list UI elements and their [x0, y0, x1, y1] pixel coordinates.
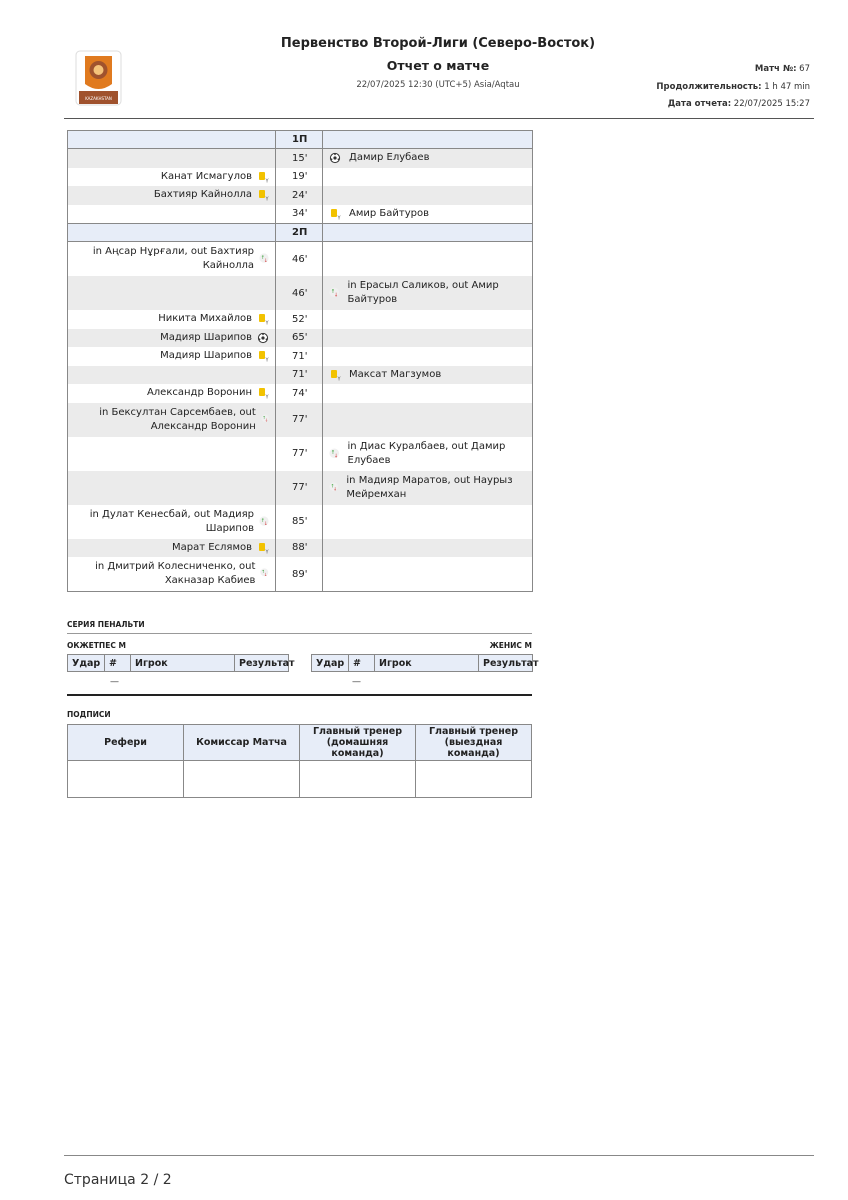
event-home-cell — [68, 242, 276, 277]
pen-col-shot: Удар — [68, 655, 105, 672]
yellow-card-icon — [329, 369, 341, 381]
event-minute: 85' — [276, 505, 323, 539]
home-penalties-table — [67, 654, 295, 672]
event-row — [68, 384, 533, 403]
goal-icon — [257, 332, 269, 344]
away-penalties-table — [311, 654, 539, 672]
period-label: 2П — [276, 224, 323, 242]
home-team-label: ОКЖЕТПЕС М — [67, 641, 126, 650]
event-minute: 19' — [276, 168, 323, 187]
event-home-text: in Бексултан Сарсембаев, out Александр Воронин — [99, 406, 256, 432]
substitution-icon — [261, 414, 269, 426]
svg-text:↑: ↑ — [330, 449, 336, 456]
event-minute: 88' — [276, 539, 323, 558]
report-date — [668, 99, 810, 109]
event-away-cell — [323, 329, 533, 348]
svg-text:Y: Y — [265, 394, 269, 401]
event-away-cell — [323, 310, 533, 329]
event-away-cell — [323, 557, 533, 592]
event-home-cell — [68, 403, 276, 437]
event-minute: 46' — [276, 276, 323, 310]
event-minute: 71' — [276, 366, 323, 385]
event-row — [68, 242, 533, 277]
substitution-icon — [259, 253, 269, 265]
svg-text:Y: Y — [265, 549, 269, 556]
event-row — [68, 276, 533, 310]
event-home-cell — [68, 205, 276, 224]
substitution-icon — [329, 448, 340, 460]
event-home-text: Бахтияр Кайнолла — [153, 189, 252, 201]
sign-cell-home-coach[interactable] — [300, 761, 416, 798]
event-row — [68, 347, 533, 366]
event-row — [68, 310, 533, 329]
match-number-value: 67 — [799, 64, 810, 74]
event-home-cell — [68, 347, 276, 366]
event-home-cell — [68, 539, 276, 558]
penalties-divider — [67, 633, 532, 634]
yellow-card-icon — [329, 208, 341, 220]
event-minute: 24' — [276, 186, 323, 205]
signatures-section-label: ПОДПИСИ — [67, 710, 111, 719]
sign-cell-away-coach[interactable] — [416, 761, 532, 798]
event-minute: 74' — [276, 384, 323, 403]
event-away-cell — [323, 384, 533, 403]
event-home-cell — [68, 310, 276, 329]
sign-col-commissioner: Комиссар Матча — [184, 725, 300, 761]
pen-col-shot: Удар — [312, 655, 349, 672]
event-row — [68, 149, 533, 168]
event-away-cell — [323, 276, 533, 310]
duration-label: Продолжительность: — [656, 82, 762, 92]
event-home-cell — [68, 149, 276, 168]
yellow-card-icon — [257, 542, 269, 554]
svg-text:Y: Y — [265, 320, 269, 327]
svg-text:↓: ↓ — [333, 487, 338, 493]
event-home-text: in Дмитрий Колесниченко, out Хакназар Кабиев — [95, 561, 256, 586]
svg-text:↓: ↓ — [264, 417, 268, 423]
event-minute: 34' — [276, 205, 323, 224]
signatures-table — [67, 724, 532, 798]
svg-text:Y: Y — [265, 178, 269, 185]
event-row — [68, 186, 533, 205]
event-minute: 65' — [276, 329, 323, 348]
league-title: Первенство Второй-Лиги (Северо-Восток) — [280, 36, 596, 51]
yellow-card-icon — [257, 350, 269, 362]
yellow-card-icon — [257, 171, 269, 183]
event-home-cell — [68, 384, 276, 403]
period-home-cell — [68, 224, 276, 242]
event-away-cell — [323, 205, 533, 224]
event-home-text: Марат Еслямов — [171, 541, 252, 553]
event-home-text: in Дулат Кенесбай, out Мадияр Шарипов — [89, 508, 254, 534]
page-number: Страница 2 / 2 — [64, 1172, 172, 1188]
substitution-icon — [260, 568, 269, 580]
report-date-label: Дата отчета: — [667, 99, 732, 109]
substitution-icon — [329, 482, 338, 494]
event-minute: 77' — [276, 471, 323, 505]
event-row — [68, 505, 533, 539]
svg-text:↑: ↑ — [262, 415, 266, 421]
event-home-cell — [68, 168, 276, 187]
svg-text:Y: Y — [265, 196, 269, 203]
substitution-icon — [259, 516, 269, 528]
events-table — [67, 130, 533, 592]
event-away-text: Дамир Елубаев — [349, 152, 430, 164]
svg-text:Y: Y — [265, 357, 269, 364]
goal-icon — [329, 152, 341, 164]
period-home-cell — [68, 131, 276, 149]
event-home-cell — [68, 186, 276, 205]
event-away-cell — [323, 471, 533, 505]
svg-text:↑: ↑ — [260, 517, 265, 524]
report-date-value: 22/07/2025 15:27 — [733, 99, 810, 109]
sign-col-referee: Рефери — [68, 725, 184, 761]
event-home-cell — [68, 557, 276, 592]
match-number-label: Матч №: — [754, 64, 797, 74]
event-home-cell — [68, 366, 276, 385]
period-header-row — [68, 131, 533, 149]
away-team-label: ЖЕНИС М — [489, 641, 532, 650]
event-row — [68, 366, 533, 385]
sign-col-home-coach: Главный тренер (домашняя команда) — [300, 725, 416, 761]
event-away-text: in Ерасыл Саликов, out Амир Байтуров — [347, 280, 499, 305]
event-away-cell — [323, 347, 533, 366]
event-minute: 71' — [276, 347, 323, 366]
event-row — [68, 205, 533, 224]
period-away-cell — [323, 224, 533, 242]
event-row — [68, 168, 533, 187]
period-label: 1П — [276, 131, 323, 149]
event-away-cell — [323, 149, 533, 168]
event-row — [68, 437, 533, 471]
event-minute: 46' — [276, 242, 323, 277]
duration-value: 1 h 47 min — [764, 82, 810, 92]
pen-col-number: # — [105, 655, 131, 672]
event-away-text: in Диас Куралбаев, out Дамир Елубаев — [347, 440, 506, 466]
sign-col-away-coach: Главный тренер (выездная команда) — [416, 725, 532, 761]
event-home-cell — [68, 276, 276, 310]
substitution-icon — [329, 287, 340, 299]
event-away-cell — [323, 403, 533, 437]
logo-text: KAZAKHSTAN — [85, 96, 112, 101]
event-home-text: in Аңсар Нұрғали, out Бахтияр Кайнолла — [92, 246, 254, 271]
svg-text:↓: ↓ — [263, 520, 268, 527]
event-row — [68, 471, 533, 505]
event-away-cell — [323, 505, 533, 539]
event-away-text: Максат Магзумов — [349, 368, 442, 380]
svg-text:↓: ↓ — [263, 258, 268, 265]
pen-col-player: Игрок — [375, 655, 479, 672]
svg-text:Y: Y — [337, 376, 341, 383]
penalties-bottom-rule — [67, 694, 532, 696]
event-away-cell — [323, 186, 533, 205]
away-penalties-empty: — — [352, 677, 361, 687]
svg-text:↓: ↓ — [264, 573, 268, 579]
event-home-text: Мадияр Шарипов — [160, 331, 252, 343]
yellow-card-icon — [257, 313, 269, 325]
event-row — [68, 403, 533, 437]
event-row — [68, 539, 533, 558]
event-minute: 77' — [276, 437, 323, 471]
period-header-row — [68, 224, 533, 242]
event-away-text: in Мадияр Маратов, out Науpыз Мейремхан — [346, 474, 513, 500]
match-duration — [656, 82, 810, 92]
yellow-card-icon — [257, 189, 269, 201]
yellow-card-icon — [257, 387, 269, 399]
event-home-text: Никита Михайлов — [158, 313, 252, 325]
league-logo — [75, 50, 122, 106]
event-home-text: Александр Воронин — [146, 387, 252, 399]
svg-text:↓: ↓ — [333, 292, 339, 299]
event-away-cell — [323, 168, 533, 187]
event-away-cell — [323, 539, 533, 558]
event-row — [68, 329, 533, 348]
report-subtitle: Отчет о матче — [386, 58, 490, 73]
event-away-cell — [323, 366, 533, 385]
sign-cell-commissioner[interactable] — [184, 761, 300, 798]
pen-col-number: # — [349, 655, 375, 672]
header-divider — [64, 118, 814, 119]
event-minute: 89' — [276, 557, 323, 592]
svg-text:↑: ↑ — [330, 289, 336, 296]
event-home-cell — [68, 329, 276, 348]
home-penalties-empty: — — [110, 677, 119, 687]
svg-text:↑: ↑ — [260, 254, 265, 261]
footer-divider — [64, 1155, 814, 1156]
event-home-cell — [68, 437, 276, 471]
sign-cell-referee[interactable] — [68, 761, 184, 798]
event-home-cell — [68, 471, 276, 505]
match-number — [755, 64, 810, 74]
pen-col-player: Игрок — [131, 655, 235, 672]
svg-text:↓: ↓ — [333, 453, 339, 460]
svg-text:Y: Y — [337, 215, 341, 222]
penalties-section-label: СЕРИЯ ПЕНАЛЬТИ — [67, 620, 145, 629]
event-minute: 52' — [276, 310, 323, 329]
event-away-text: Амир Байтуров — [349, 207, 429, 219]
pen-col-result: Результат — [235, 655, 289, 672]
svg-text:↑: ↑ — [330, 483, 335, 489]
event-row — [68, 557, 533, 592]
event-away-cell — [323, 437, 533, 471]
event-home-cell — [68, 505, 276, 539]
match-datetime: 22/07/2025 12:30 (UTC+5) Asia/Aqtau — [356, 80, 520, 90]
pen-col-result: Результат — [479, 655, 533, 672]
period-away-cell — [323, 131, 533, 149]
event-minute: 15' — [276, 149, 323, 168]
event-home-text: Мадияр Шарипов — [160, 350, 252, 362]
event-home-text: Канат Исмагулов — [160, 170, 252, 182]
svg-text:↑: ↑ — [261, 570, 266, 576]
event-minute: 77' — [276, 403, 323, 437]
event-away-cell — [323, 242, 533, 277]
